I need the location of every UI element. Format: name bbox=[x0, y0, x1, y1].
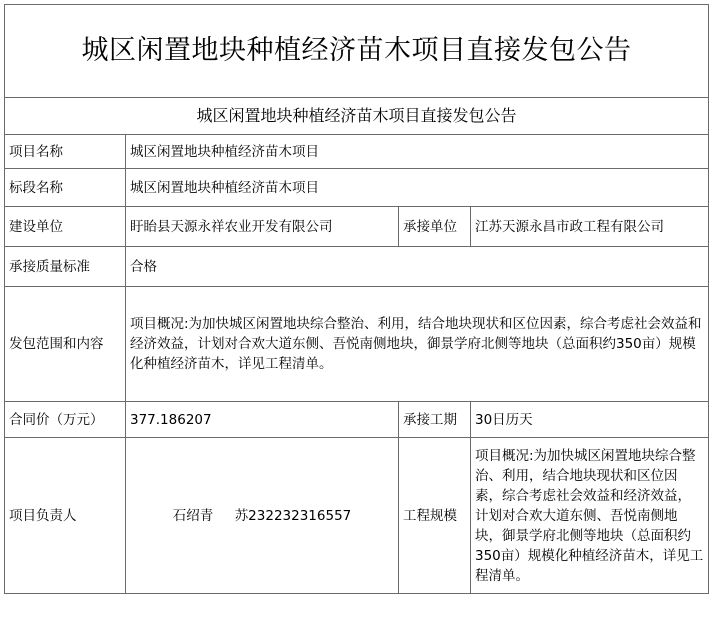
scale-label: 工程规模 bbox=[399, 438, 471, 594]
builder-value: 盱眙县天源永祥农业开发有限公司 bbox=[126, 207, 399, 247]
manager-value bbox=[126, 438, 399, 594]
page-title: 城区闲置地块种植经济苗木项目直接发包公告 bbox=[5, 5, 709, 98]
builder-label: 建设单位 bbox=[5, 207, 126, 247]
manager-label: 项目负责人 bbox=[5, 438, 126, 594]
contractor-label: 承接单位 bbox=[399, 207, 471, 247]
contractor-value: 江苏天源永昌市政工程有限公司 bbox=[471, 207, 709, 247]
manager-cert: 苏232232316557 bbox=[234, 507, 352, 524]
table-subtitle: 城区闲置地块种植经济苗木项目直接发包公告 bbox=[5, 98, 709, 135]
manager-name: 石绍青 bbox=[172, 507, 214, 524]
scale-value: 项目概况:为加快城区闲置地块综合整治、利用，结合地块现状和区位因素，综合考虑社会效益和经济效益，计划对合欢大道东侧、吾悦南侧地块，御景学府北侧等地块（总面积约350亩）规模化种植经济苗木，详见工程清单。 bbox=[471, 438, 709, 594]
section-name-value: 城区闲置地块种植经济苗木项目 bbox=[126, 169, 709, 207]
section-name-label: 标段名称 bbox=[5, 169, 126, 207]
price-value: 377.186207 bbox=[126, 402, 399, 438]
project-name-label: 项目名称 bbox=[5, 135, 126, 169]
period-label: 承接工期 bbox=[399, 402, 471, 438]
quality-label: 承接质量标准 bbox=[5, 247, 126, 287]
scope-label: 发包范围和内容 bbox=[5, 287, 126, 402]
quality-value: 合格 bbox=[126, 247, 709, 287]
project-name-value: 城区闲置地块种植经济苗木项目 bbox=[126, 135, 709, 169]
price-label: 合同价（万元） bbox=[5, 402, 126, 438]
announcement-table bbox=[4, 4, 709, 594]
period-value: 30日历天 bbox=[471, 402, 709, 438]
scope-value: 项目概况:为加快城区闲置地块综合整治、利用，结合地块现状和区位因素，综合考虑社会效益和经济效益，计划对合欢大道东侧、吾悦南侧地块，御景学府北侧等地块（总面积约350亩）规模化种植经济苗木，详见工程清单。 bbox=[126, 287, 709, 402]
